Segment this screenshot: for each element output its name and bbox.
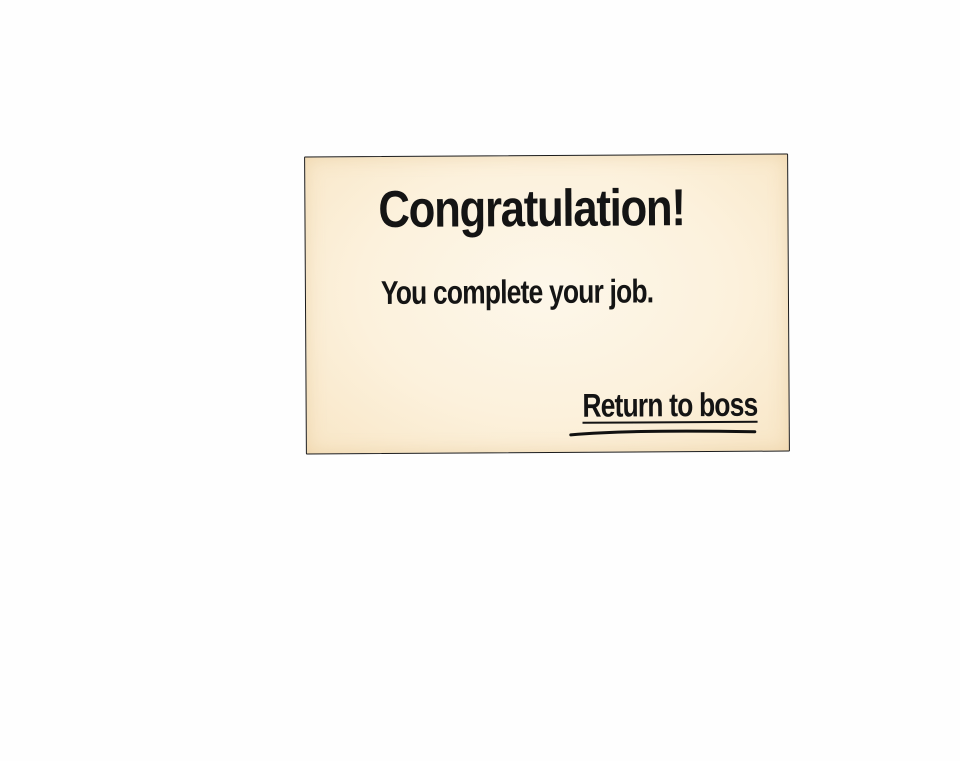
dialog-title: Congratulation!	[378, 179, 685, 240]
return-link-underline	[569, 428, 757, 439]
congratulation-dialog	[304, 154, 790, 455]
dialog-message: You complete your job.	[380, 272, 654, 312]
return-to-boss-link[interactable]: Return to boss	[582, 385, 758, 424]
